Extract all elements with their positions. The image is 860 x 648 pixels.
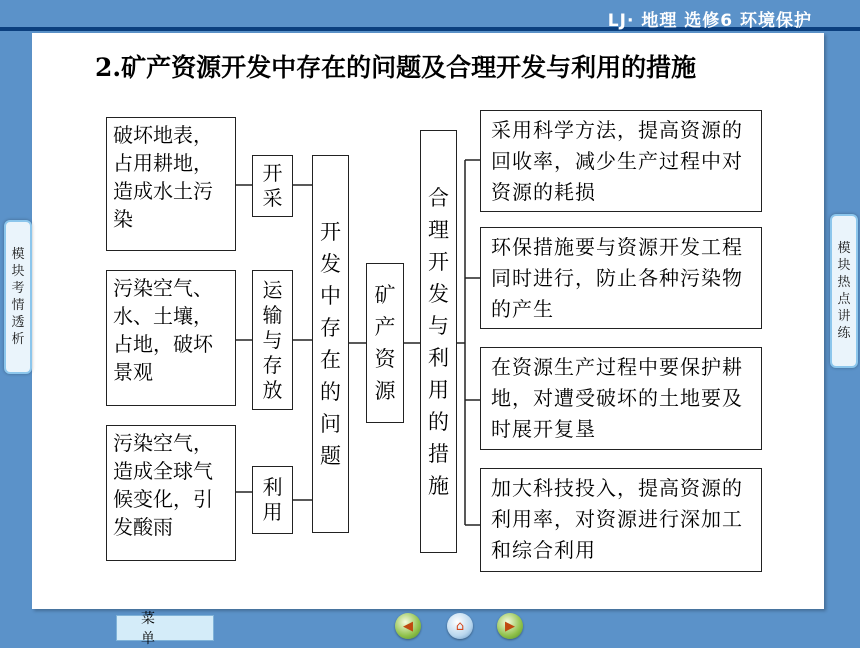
- right-tab-module-hotspots[interactable]: [830, 214, 858, 368]
- stage-box-use: [252, 466, 293, 534]
- measures-box: [420, 130, 457, 553]
- measures-label: 合理开发与利用的措施: [428, 185, 449, 498]
- next-arrow-icon[interactable]: ▶: [497, 613, 523, 639]
- stage-label: 利用: [262, 475, 283, 524]
- resource-label: 矿产资源: [374, 283, 396, 403]
- measure-text: 加大科技投入，提高资源的利用率，对资源进行深加工和综合利用: [491, 476, 743, 562]
- stage-label: 开采: [262, 161, 283, 210]
- effect-box-transport: [106, 270, 236, 406]
- effect-box-use: [106, 425, 236, 561]
- right-tab-label: 模块热点讲练: [837, 241, 851, 341]
- slide-title: 2.矿产资源开发中存在的问题及合理开发与利用的措施: [95, 53, 697, 82]
- home-icon[interactable]: ⌂: [447, 613, 473, 639]
- measure-text: 环保措施要与资源开发工程同时进行，防止各种污染物的产生: [491, 235, 743, 321]
- prev-arrow-icon[interactable]: ◀: [395, 613, 421, 639]
- measure-box: [480, 347, 762, 450]
- measure-box: [480, 110, 762, 212]
- left-tab-module-analysis[interactable]: [4, 220, 32, 374]
- effect-box-mining: [106, 117, 236, 251]
- measure-text: 在资源生产过程中要保护耕地，对遭受破坏的土地要及时展开复垦: [491, 355, 743, 441]
- effect-text: 污染空气、水、土壤，占地，破坏景观: [113, 276, 213, 384]
- measure-box: [480, 227, 762, 329]
- problems-label: 开发中存在的问题: [320, 220, 341, 468]
- effect-text: 污染空气，造成全球气候变化，引发酸雨: [113, 431, 213, 539]
- effect-text: 破坏地表，占用耕地，造成水土污染: [113, 123, 213, 231]
- measure-text: 采用科学方法，提高资源的回收率，减少生产过程中对资源的耗损: [491, 118, 743, 204]
- measure-box: [480, 468, 762, 572]
- stage-label: 运输与存放: [262, 277, 283, 402]
- menu-button[interactable]: [116, 611, 214, 647]
- course-title: LJ· 地理 选修6 环境保护: [607, 11, 812, 31]
- stage-box-mining: [252, 155, 293, 217]
- resource-box: [366, 263, 404, 423]
- menu-label: 菜单: [141, 611, 179, 647]
- left-tab-label: 模块考情透析: [11, 247, 25, 347]
- problems-box: [312, 155, 349, 533]
- stage-box-transport: [252, 270, 293, 410]
